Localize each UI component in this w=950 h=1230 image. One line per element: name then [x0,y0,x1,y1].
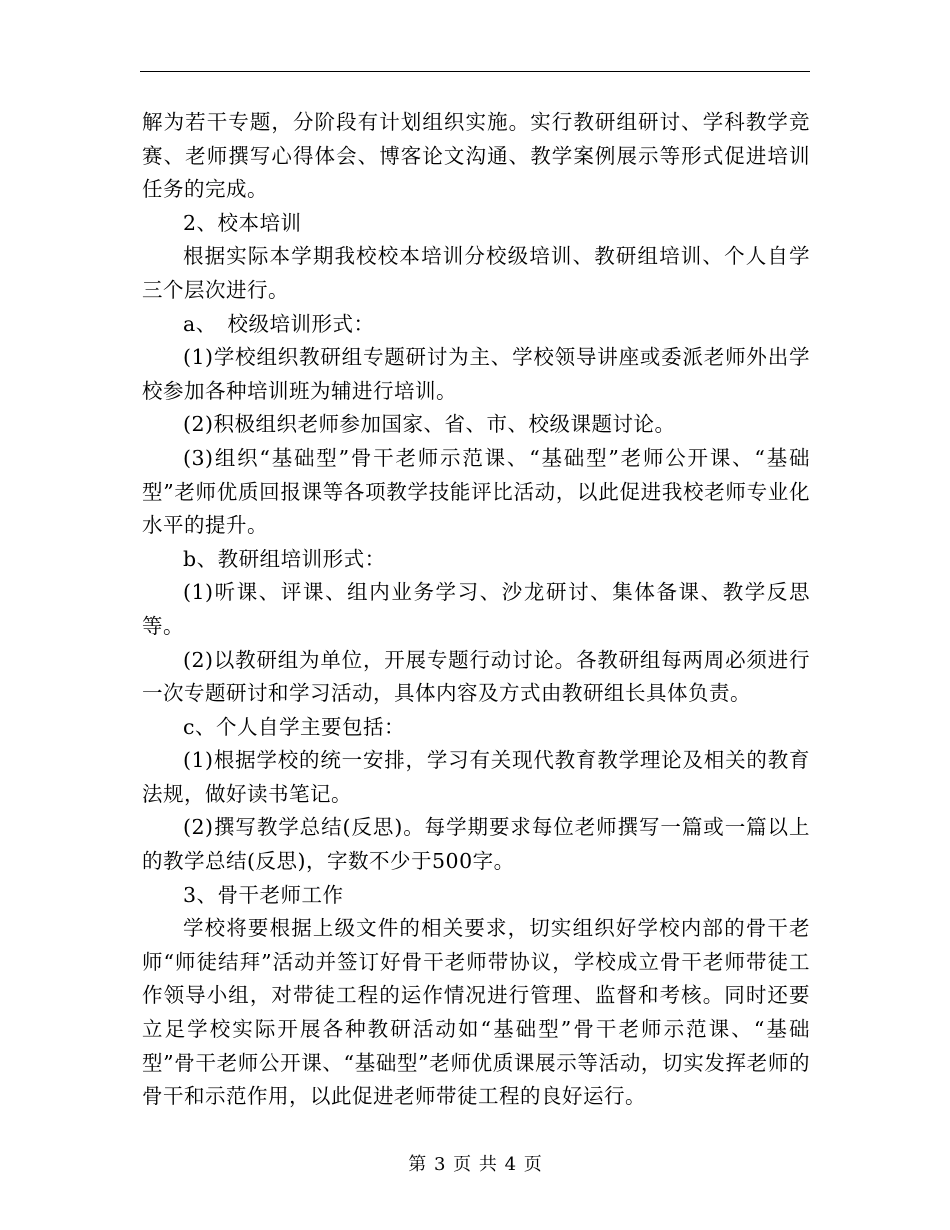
page-number: 第 3 页 共 4 页 [408,1154,542,1175]
list-item: (1)根据学校的统一安排，学习有关现代教育教学理论及相关的教育法规，做好读书笔记。 [142,748,810,806]
subheading-group-level: b、教研组培训形式： [183,546,386,571]
paragraph: 解为若干专题，分阶段有计划组织实施。实行教研组研讨、学科教学竞赛、老师撰写心得体会、博客论文沟通、教学案例展示等形式促进培训任务的完成。 [142,110,810,202]
subheading-school-level: a、 校级培训形式： [183,311,375,336]
document-body [142,106,810,1114]
subheading-self-study: c、个人自学主要包括： [183,714,405,739]
paragraph: 根据实际本学期我校校本培训分校级培训、教研组培训、个人自学三个层次进行。 [142,244,810,302]
list-item: (3)组织“基础型”骨干老师示范课、“基础型”老师公开课、“基础型”老师优质回报课等各项教学技能评比活动，以此促进我校老师专业化水平的提升。 [142,445,810,538]
header-rule [140,71,810,72]
list-item: (1)听课、评课、组内业务学习、沙龙研讨、集体备课、教学反思等。 [142,580,810,638]
list-item: (2)积极组织老师参加国家、省、市、校级课题讨论。 [183,412,676,437]
section-heading-backbone-teachers: 3、骨干老师工作 [183,882,344,907]
paragraph: 学校将要根据上级文件的相关要求，切实组织好学校内部的骨干老师“师徒结拜”活动并签订好骨干老师带协议，学校成立骨干老师带徒工作领导小组，对带徒工程的运作情况进行管理、监督和考核。同时还要立足学校实际开展各种教研活动如“基础型”骨干老师示范课、“基础型”骨干老师公开课、“基础型”老师优质课展示等活动，切实发挥老师的骨干和示范作用，以此促进老师带徒工程的良好运行。 [142,916,810,1109]
list-item: (2)以教研组为单位，开展专题行动讨论。各教研组每两周必须进行一次专题研讨和学习活动，具体内容及方式由教研组长具体负责。 [142,647,810,706]
list-item: (2)撰写教学总结(反思)。每学期要求每位老师撰写一篇或一篇以上的教学总结(反思)，字数不少于500字。 [142,815,810,874]
section-heading-school-training: 2、校本培训 [183,210,302,235]
list-item: (1)学校组织教研组专题研讨为主、学校领导讲座或委派老师外出学校参加各种培训班为辅进行培训。 [142,345,810,403]
